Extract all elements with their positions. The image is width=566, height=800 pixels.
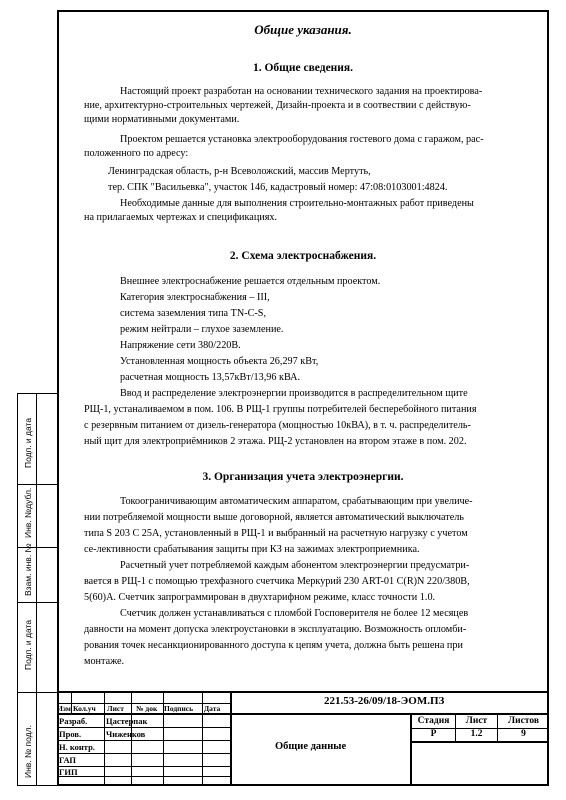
stage-value: Р — [430, 729, 437, 739]
s1-line: щими нормативными документами. — [84, 114, 240, 125]
s3-line: нии потребляемой мощности выше договорной, является автоматический выключатель — [84, 512, 464, 523]
section-1-title: 1. Общие сведения. — [252, 62, 354, 74]
section-3-title: 3. Организация учета электроэнергии. — [202, 471, 404, 483]
s2-line: РЩ-1, устаналиваемом в пом. 106. В РЩ-1 группы потребителей бесперебойного питания — [84, 404, 477, 415]
role-prov: Пров. — [59, 729, 82, 739]
s1-line: Необходимые данные для выполнения строительно-монтажных работ приведены — [120, 198, 474, 209]
s2-line: Категория электроснабжения – III, — [120, 292, 270, 303]
s1-line: Настоящий проект разработан на основании технического задания на проектирова- — [120, 86, 483, 97]
col-header-doc: № док — [136, 704, 158, 713]
s2-line: расчетная мощность 13,57кВт/13,96 кВА. — [120, 372, 301, 383]
col-header-data: Дата — [204, 704, 221, 713]
name-prov: Чиженков — [106, 729, 146, 739]
side-label-vzam-inv: Взам. инв. № — [23, 543, 33, 596]
col-header-kol-uch: Кол.уч — [73, 704, 96, 713]
s1-line: ние, архитектурно-строительных чертежей, Дизайн-проекта и в соотвествии с действую- — [84, 100, 471, 111]
s1-line: Ленинградская область, р-н Всеволожский, массив Мертуть, — [108, 166, 371, 177]
stage-label: Стадия — [417, 716, 450, 726]
s3-line: Счетчик должен устанавливаться с пломбой Госповерителя не более 12 месяцев — [120, 608, 469, 619]
col-header-list: Лист — [107, 704, 124, 713]
role-n-kontr: Н. контр. — [59, 742, 95, 752]
s1-line: Проектом решается установка электрооборудования гостевого дома с гаражом, рас- — [120, 134, 484, 145]
col-header-podpis: Подпись — [164, 704, 194, 713]
document-code: 221.53-26/09/18-ЭОМ.ПЗ — [324, 695, 445, 707]
sheets-value: 9 — [521, 729, 526, 739]
s2-line: Внешнее электроснабжение решается отдельным проектом. — [120, 276, 381, 287]
role-razrab: Разраб. — [59, 716, 88, 726]
s2-line: Напряжение сети 380/220В. — [120, 340, 241, 351]
side-label-inv-podl: Инв. № подл. — [23, 725, 33, 778]
s2-line: с резервным питанием от дизель-генератора (мощностью 10кВА), в т. ч. распределитель- — [84, 420, 471, 431]
role-gip: ГИП — [59, 767, 78, 777]
side-label-inv-dubl: Инв. №дубл. — [23, 487, 33, 538]
s3-line: Расчетный учет потребляемой каждым абонентом электроэнергии предусматри- — [120, 560, 470, 571]
sheets-label: Листов — [508, 716, 539, 726]
name-razrab: Цастерпак — [106, 716, 148, 726]
side-label-podp-data: Подп. и дата — [23, 417, 33, 468]
s2-line: режим нейтрали – глухое заземление. — [120, 324, 284, 335]
s2-line: ный щит для электроприёмников 2 этажа. РЩ-2 установлен на втором этаже в пом. 202. — [84, 436, 467, 447]
s3-line: вается в РЩ-1 с помощью трехфазного счетчика Меркурий 230 ART-01 C(R)N 220/380В, — [84, 576, 470, 587]
s3-line: давности на момент допуска электроустановки в эксплуатацию. Возможность опломби- — [84, 624, 467, 635]
s3-line: типа S 203 C 25А, установленный в РЩ-1 и выбранный на расчетную нагрузку с учетом — [84, 528, 468, 539]
s1-line: на прилагаемых чертежах и спецификациях. — [84, 212, 278, 223]
s3-line: Токоограничивающим автоматическим аппаратом, срабатывающим при увеличе- — [120, 496, 473, 507]
s2-line: Ввод и распределение электроэнергии производится в распределительном щите — [120, 388, 468, 399]
s1-line: тер. СПК "Васильевка", участок 146, кадастровый номер: 47:08:0103001:4824. — [108, 182, 448, 193]
page-title: Общие указания. — [254, 22, 352, 37]
s3-line: се-лективности срабатывания защиты при КЗ на зажимах электроприемника. — [84, 544, 420, 555]
s3-line: 5(60)А. Счетчик запрограммирован в двухтарифном режиме, класс точности 1.0. — [84, 592, 436, 603]
s3-line: рования точек несанкционированного доступа к цепям учета, должна быть решена при — [84, 640, 463, 651]
sheet-label: Лист — [465, 716, 488, 726]
s2-line: система заземления типа TN-C-S, — [120, 308, 266, 319]
sheet-value: 1.2 — [470, 729, 483, 739]
s3-line: монтаже. — [84, 656, 125, 667]
side-label-podp-data-2: Подп. и дата — [23, 619, 33, 670]
sheet-title: Общие данные — [275, 741, 347, 752]
role-gap: ГАП — [59, 755, 77, 765]
s1-line: положенного по адресу: — [84, 148, 189, 159]
s2-line: Установленная мощность объекта 26,297 кВт, — [120, 356, 319, 367]
section-2-title: 2. Схема электроснабжения. — [229, 250, 377, 262]
col-header-izm: Изм — [57, 704, 71, 713]
